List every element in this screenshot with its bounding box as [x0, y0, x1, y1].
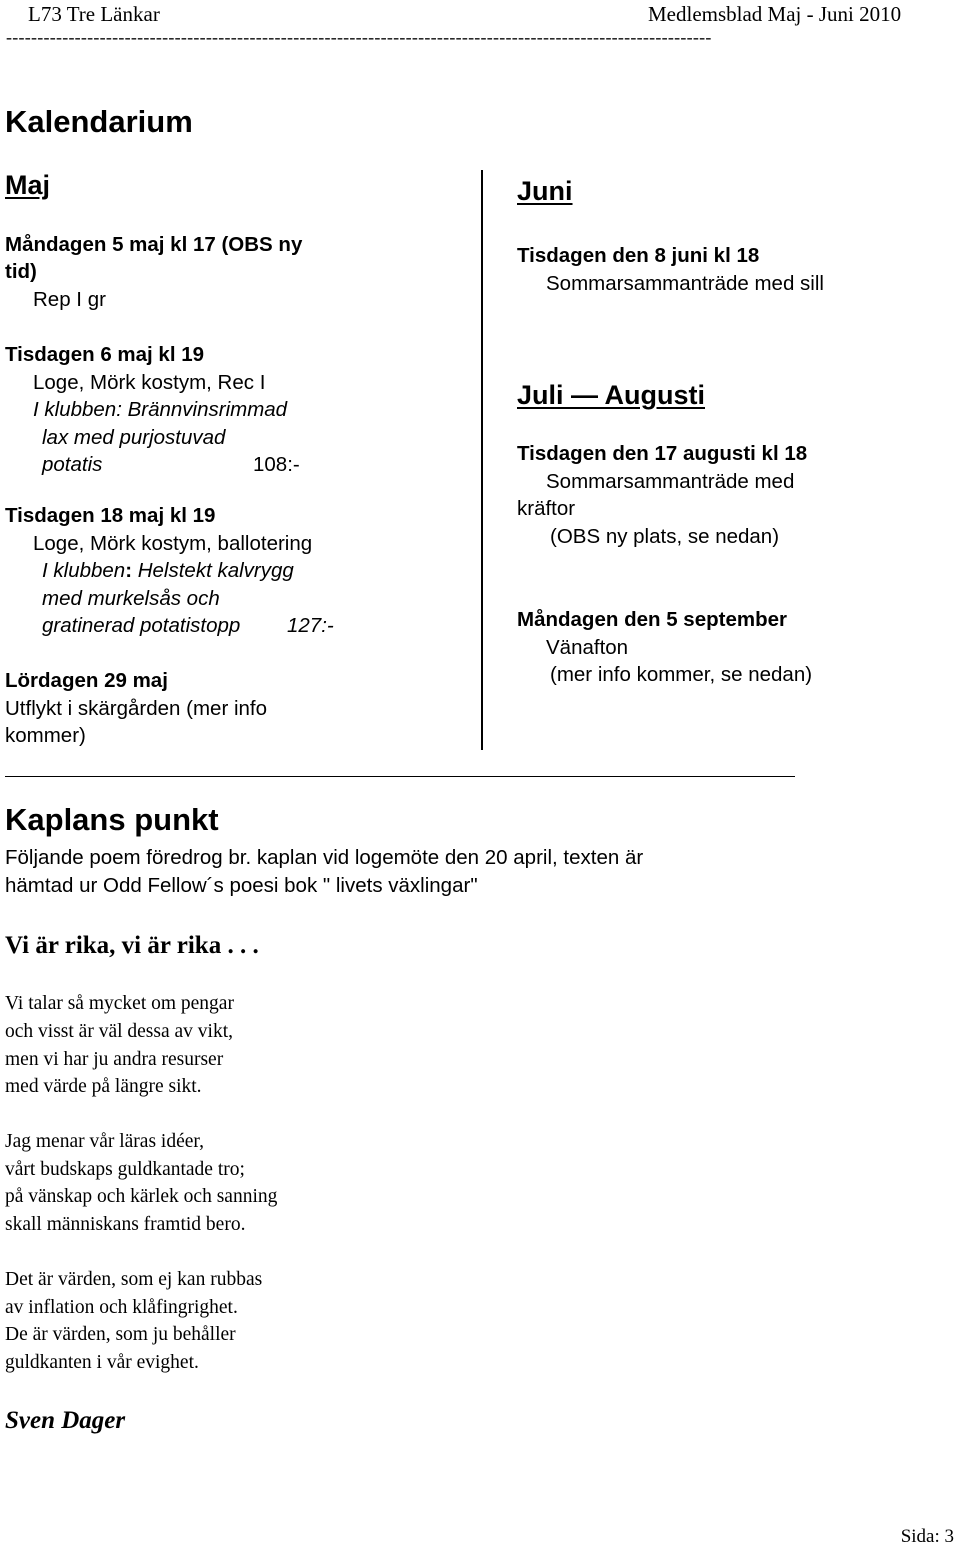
poem-line: guldkanten i vår evighet. [5, 1352, 199, 1373]
month-heading-juni: Juni [517, 176, 573, 206]
poem-line: Det är värden, som ej kan rubbas [5, 1269, 263, 1290]
event-date: Tisdagen 18 maj kl 19 [5, 504, 216, 527]
section-divider [5, 776, 795, 777]
month-heading-maj: Maj [5, 170, 51, 200]
event-menu: med murkelsås och [42, 587, 220, 610]
poem-line: vårt budskaps guldkantade tro; [5, 1159, 245, 1180]
poem-author: Sven Dager [5, 1407, 126, 1434]
intro-text: Följande poem föredrog br. kaplan vid logemöte den 20 april, texten är [5, 846, 644, 869]
event-menu: I klubben: Brännvinsrimmad [33, 398, 288, 421]
poem-line: men vi har ju andra resurser [5, 1049, 224, 1070]
poem-line: på vänskap och kärlek och sanning [5, 1186, 278, 1207]
event-date: Tisdagen den 8 juni kl 18 [517, 244, 760, 267]
header-divider: ----------------------------------------------------------------------------------------------------------------- [6, 27, 712, 47]
section-title-kalendarium: Kalendarium [5, 104, 193, 139]
event-date: Tisdagen 6 maj kl 19 [5, 343, 205, 366]
header-title-left: L73 Tre Länkar [28, 2, 160, 26]
event-detail: kommer) [5, 724, 86, 747]
poem-title: Vi är rika, vi är rika . . . [5, 932, 259, 959]
event-date: Lördagen 29 maj [5, 669, 168, 692]
event-detail: Sommarsammanträde med [546, 470, 795, 493]
event-detail: Rep I gr [33, 288, 106, 311]
event-detail: Loge, Mörk kostym, Rec I [33, 371, 266, 394]
event-date: Måndagen den 5 september [517, 608, 787, 631]
event-detail: (mer info kommer, se nedan) [550, 663, 813, 686]
event-price: 127:- [287, 614, 334, 637]
poem-line: Vi talar så mycket om pengar [5, 993, 234, 1014]
poem-line: av inflation och klåfingrighet. [5, 1297, 238, 1318]
header-title-right: Medlemsblad Maj - Juni 2010 [648, 2, 902, 26]
event-menu: gratinerad potatistopp [42, 614, 241, 637]
event-date: Tisdagen den 17 augusti kl 18 [517, 442, 808, 465]
intro-text: hämtad ur Odd Fellow´s poesi bok " livets växlingar" [5, 874, 478, 897]
event-detail: Loge, Mörk kostym, ballotering [33, 532, 313, 555]
poem-line: Jag menar vår läras idéer, [5, 1131, 204, 1152]
poem-line: De är värden, som ju behåller [5, 1324, 236, 1345]
poem-line: och visst är väl dessa av vikt, [5, 1021, 233, 1042]
column-divider [481, 170, 483, 750]
event-detail: Vänafton [546, 636, 629, 659]
event-detail: Utflykt i skärgården (mer info [5, 697, 268, 720]
poem-line: med värde på längre sikt. [5, 1076, 202, 1097]
page-number: Sida: 3 [900, 1526, 954, 1547]
event-menu: lax med purjostuvad [42, 426, 226, 449]
poem-line: skall människans framtid bero. [5, 1214, 246, 1235]
event-menu: I klubben: Helstekt kalvrygg [42, 559, 294, 582]
event-date: Måndagen 5 maj kl 17 (OBS ny [5, 233, 303, 256]
event-price: 108:- [253, 453, 300, 476]
section-title-kaplans-punkt: Kaplans punkt [5, 802, 219, 837]
event-detail: kräftor [517, 497, 576, 520]
event-detail: (OBS ny plats, se nedan) [550, 525, 780, 548]
event-date-cont: tid) [5, 260, 37, 283]
event-menu: potatis [42, 453, 103, 476]
event-detail: Sommarsammanträde med sill [546, 272, 824, 295]
month-heading-juli-augusti: Juli — Augusti [517, 380, 705, 410]
